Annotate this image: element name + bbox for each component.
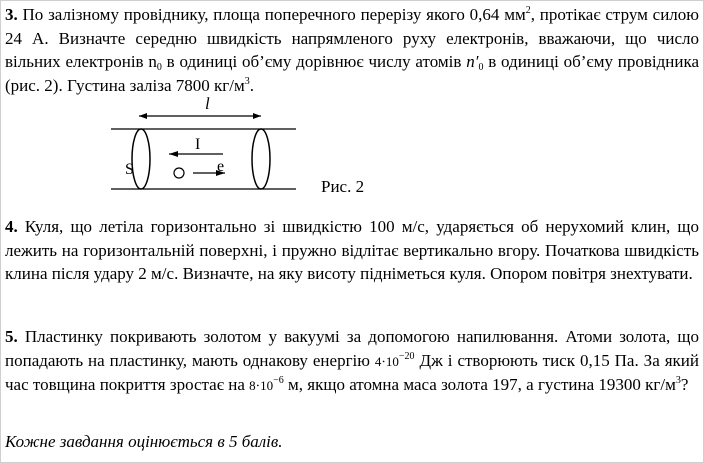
problem-4	[5, 215, 699, 286]
problem-3-sup-1: 2	[525, 5, 531, 16]
thickness-mantissa: 8⋅10	[249, 378, 274, 393]
length-label: l	[205, 94, 210, 113]
energy-mantissa: 4⋅10	[374, 353, 399, 369]
problem-3-text-4: в одиниці об’єму провідника (рис. 2). Густина заліза 7800 кг/м	[5, 52, 699, 95]
problem-3-nprime: n′	[466, 52, 479, 71]
problem-5-sup: 3	[675, 375, 681, 386]
conductor-figure	[101, 91, 301, 201]
energy-exponent: −20	[398, 350, 415, 362]
problem-3	[5, 3, 699, 97]
problem-5-text-3: м, якщо атомна маса золота 197, а густина 19300 кг/м	[283, 375, 676, 394]
cross-section-left	[132, 129, 150, 189]
thickness-exponent: −6	[273, 375, 284, 386]
electron-label: e	[217, 158, 225, 175]
problem-5-text-4: ?	[680, 375, 689, 394]
length-arrow-right	[253, 113, 261, 119]
current-label: I	[195, 136, 201, 153]
problem-5-text-1: Пластинку покривають золотом у вакуумі за допомогою напилювання. Атоми золота, що попадають на пластинку, мають однакову енергію	[5, 327, 699, 370]
problem-3-text-2: , протікає струм силою 24 А. Визначте середню швидкість напрямленого руху електронів, вважаючи, що число вільних електронів n	[5, 5, 699, 71]
problem-3-text-3: в одиниці об’єму дорівнює числу атомів	[161, 52, 467, 71]
problem-5-number: 5.	[5, 327, 18, 346]
length-arrow-left	[139, 113, 147, 119]
electron-circle	[174, 168, 184, 178]
current-arrow-head	[169, 151, 178, 157]
problem-3-sub-2: 0	[478, 62, 484, 73]
problem-3-sup-2: 3	[244, 75, 250, 87]
problem-4-text: Куля, що летіла горизонтально зі швидкістю 100 м/с, ударяється об нерухомий клин, що лежить на горизонтальній поверхні, і пружно відлітає вертикально вгору. Початкова швидкість клина після удару 2 м/с. Визначте, на яку висоту підніметься куля. Опором повітря знехтувати.	[5, 217, 699, 283]
problem-3-number: 3.	[5, 5, 18, 24]
problem-3-text-1: По залізному провіднику, площа поперечного перерізу якого 0,64 мм	[17, 5, 526, 24]
problem-3-sub-1: 0	[156, 62, 162, 73]
problem-5	[5, 325, 699, 398]
grading-note: Кожне завдання оцінюється в 5 балів.	[5, 432, 283, 451]
cross-section-right	[252, 129, 270, 189]
problem-5-text-2: Дж і створюють тиск 0,15 Па. За який час товщина покриття зростає на	[5, 350, 699, 394]
section-label: S	[125, 161, 134, 178]
problem-3-text-5: .	[249, 75, 254, 95]
problem-4-number: 4.	[5, 217, 18, 236]
figure-caption: Рис. 2	[321, 177, 365, 196]
